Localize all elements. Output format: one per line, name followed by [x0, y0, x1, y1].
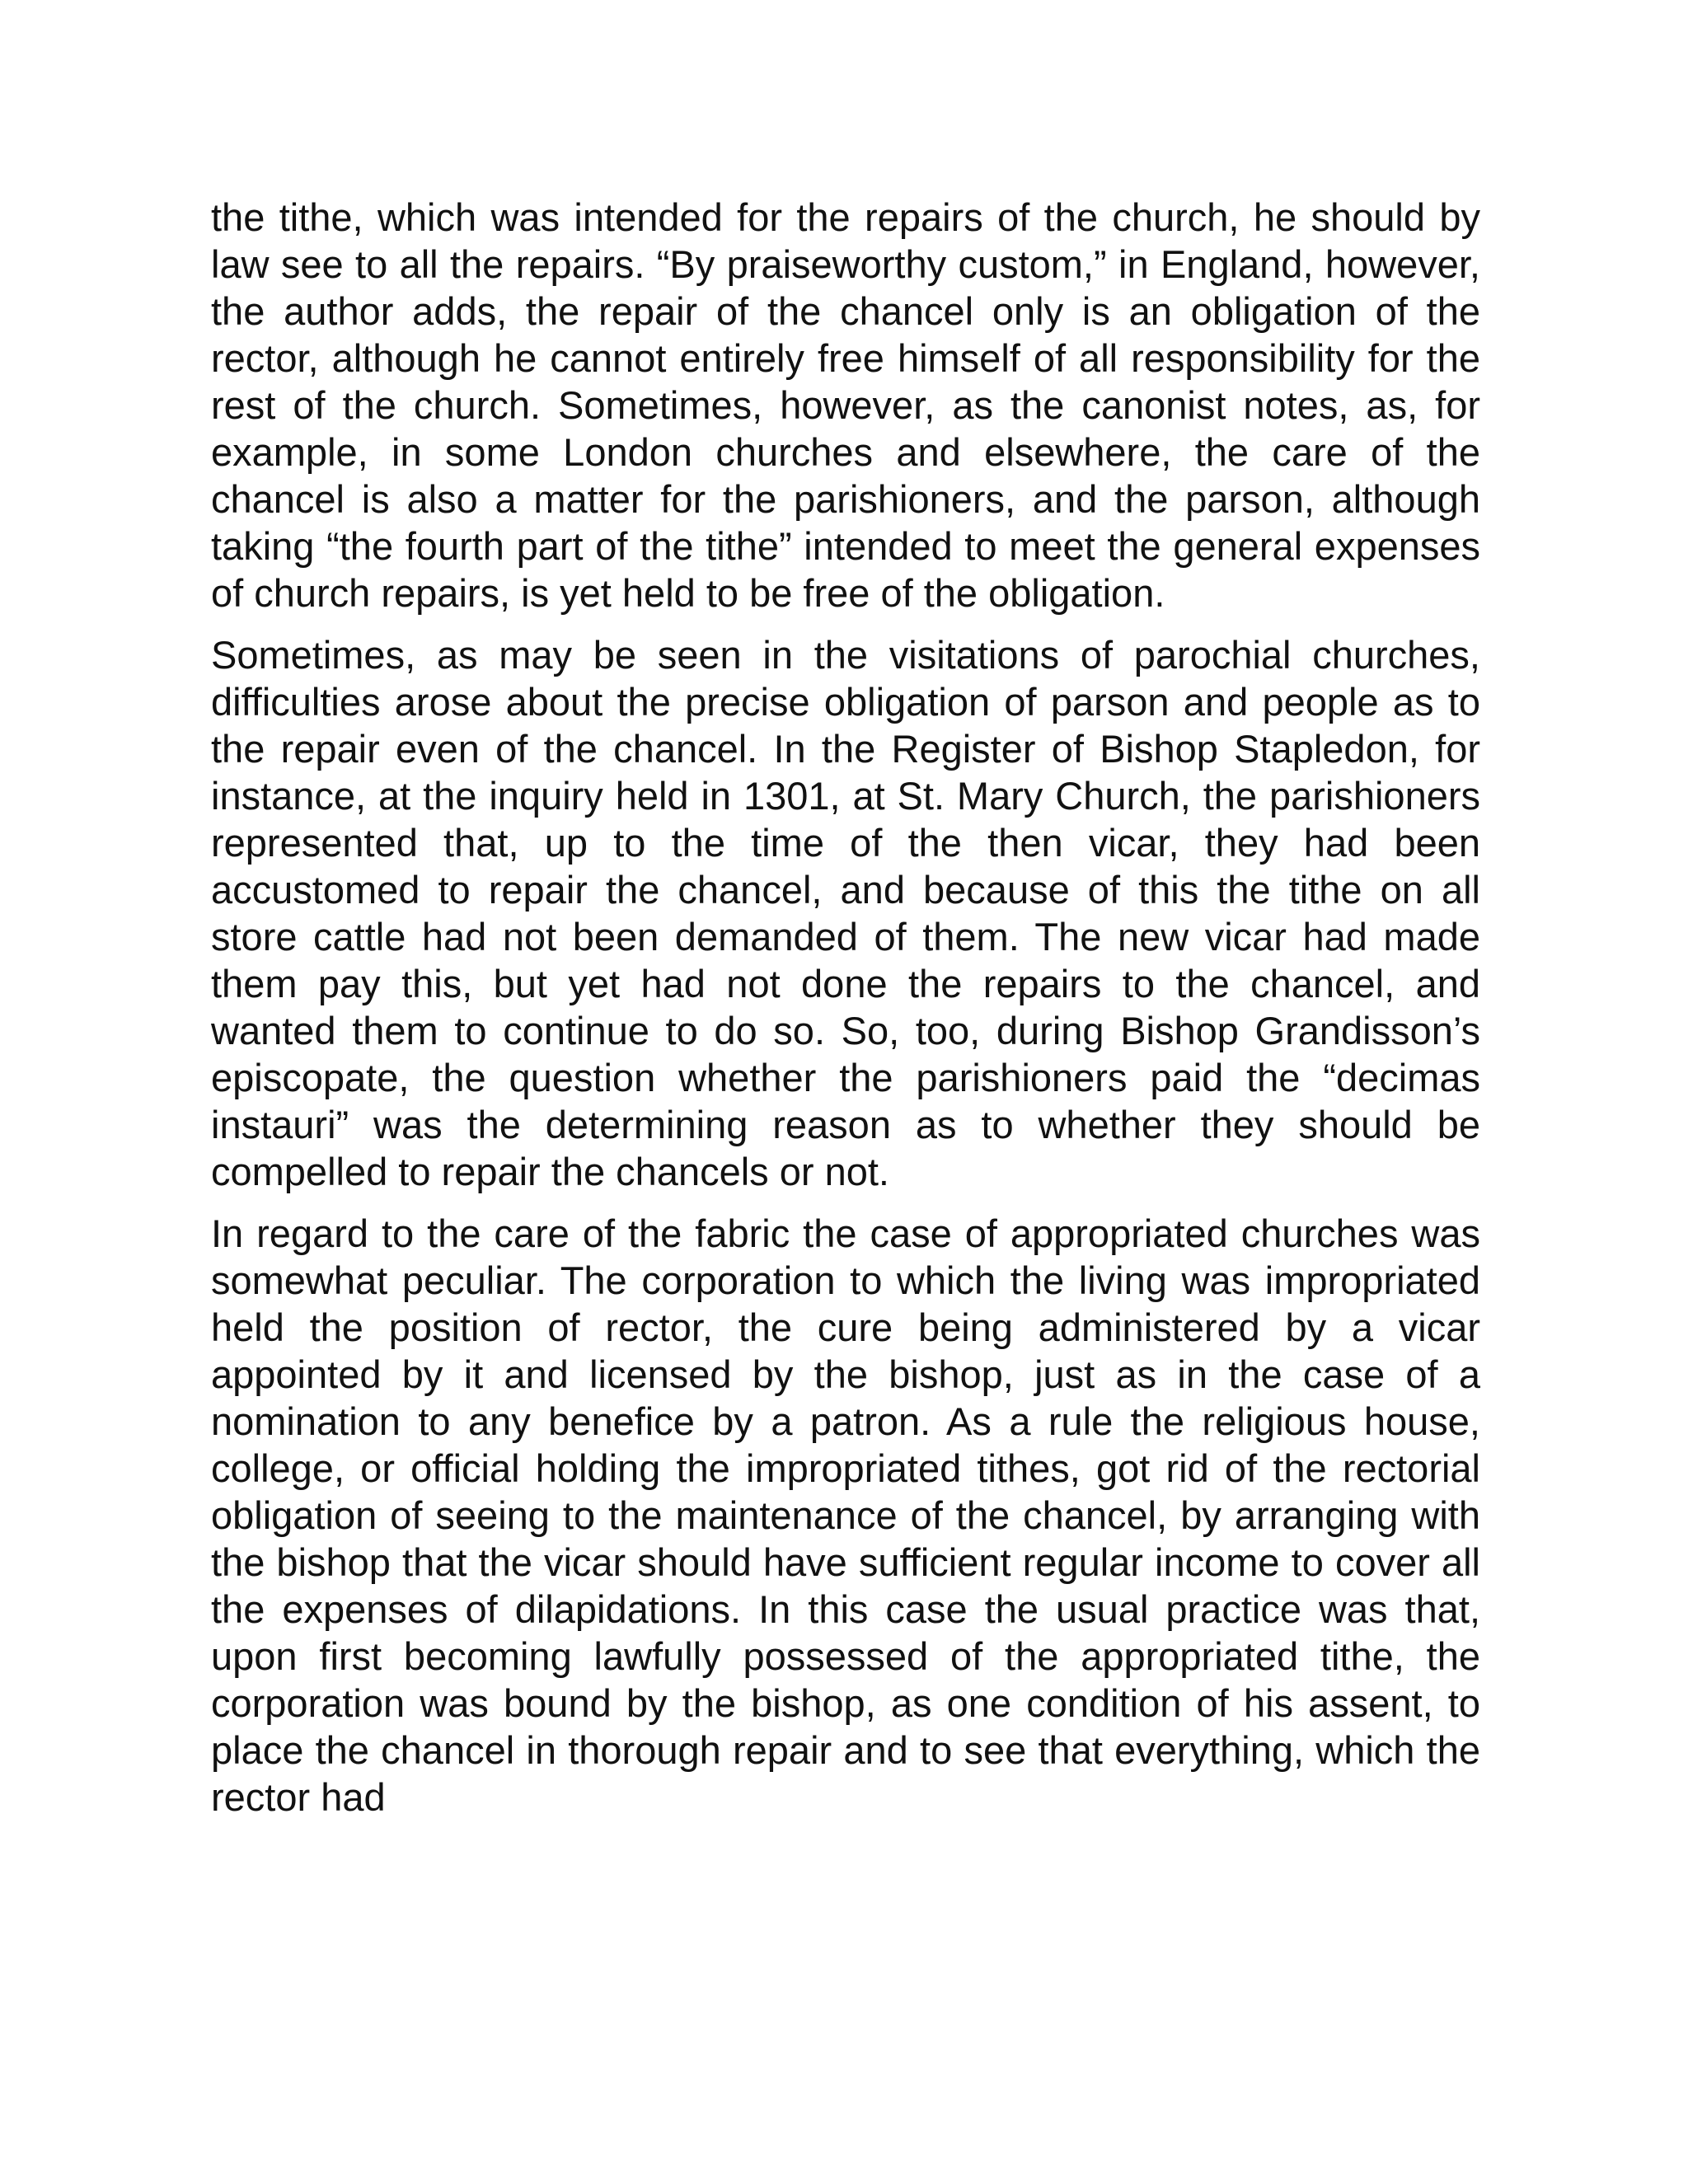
paragraph-2: Sometimes, as may be seen in the visitations of parochial churches, difficulties arose about the precise obligation of parson and people as to the repair even of the chancel. In the Register of Bishop Stapledon, for instance, at the inquiry held in 1301, at St. Mary Church, the parishioners represented that, up to the time of the then vicar, they had been accustomed to repair the chancel, and because of this the tithe on all store cattle had not been demanded of them. The new vicar had made them pay this, but yet had not done the repairs to the chancel, and wanted them to continue to do so. So, too, during Bishop Grandisson’s episcopate, the question whether the parishioners paid the “decimas instauri” was the determining reason as to whether they should be compelled to repair the chancels or not.: [211, 633, 1480, 1193]
body-text: [211, 194, 1480, 1835]
paragraph-3: In regard to the care of the fabric the case of appropriated churches was somewhat peculiar. The corporation to which the living was impropriated held the position of rector, the cure being administered by a vicar appointed by it and licensed by the bishop, just as in the case of a nomination to any benefice by a patron. As a rule the religious house, college, or official holding the impropriated tithes, got rid of the rectorial obligation of seeing to the maintenance of the chancel, by arranging with the bishop that the vicar should have sufficient regular income to cover all the expenses of dilapidations. In this case the usual practice was that, upon first becoming lawfully possessed of the appropriated tithe, the corporation was bound by the bishop, as one condition of his assent, to place the chancel in thorough repair and to see that everything, which the rector had: [211, 1212, 1480, 1819]
paragraph-1: the tithe, which was intended for the repairs of the church, he should by law see to all the repairs. “By praiseworthy custom,” in England, however, the author adds, the repair of the chancel only is an obligation of the rector, although he cannot entirely free himself of all responsibility for the rest of the church. Sometimes, however, as the canonist notes, as, for example, in some London churches and elsewhere, the care of the chancel is also a matter for the parishioners, and the parson, although taking “the fourth part of the tithe” intended to meet the general expenses of church repairs, is yet held to be free of the obligation.: [211, 195, 1480, 615]
